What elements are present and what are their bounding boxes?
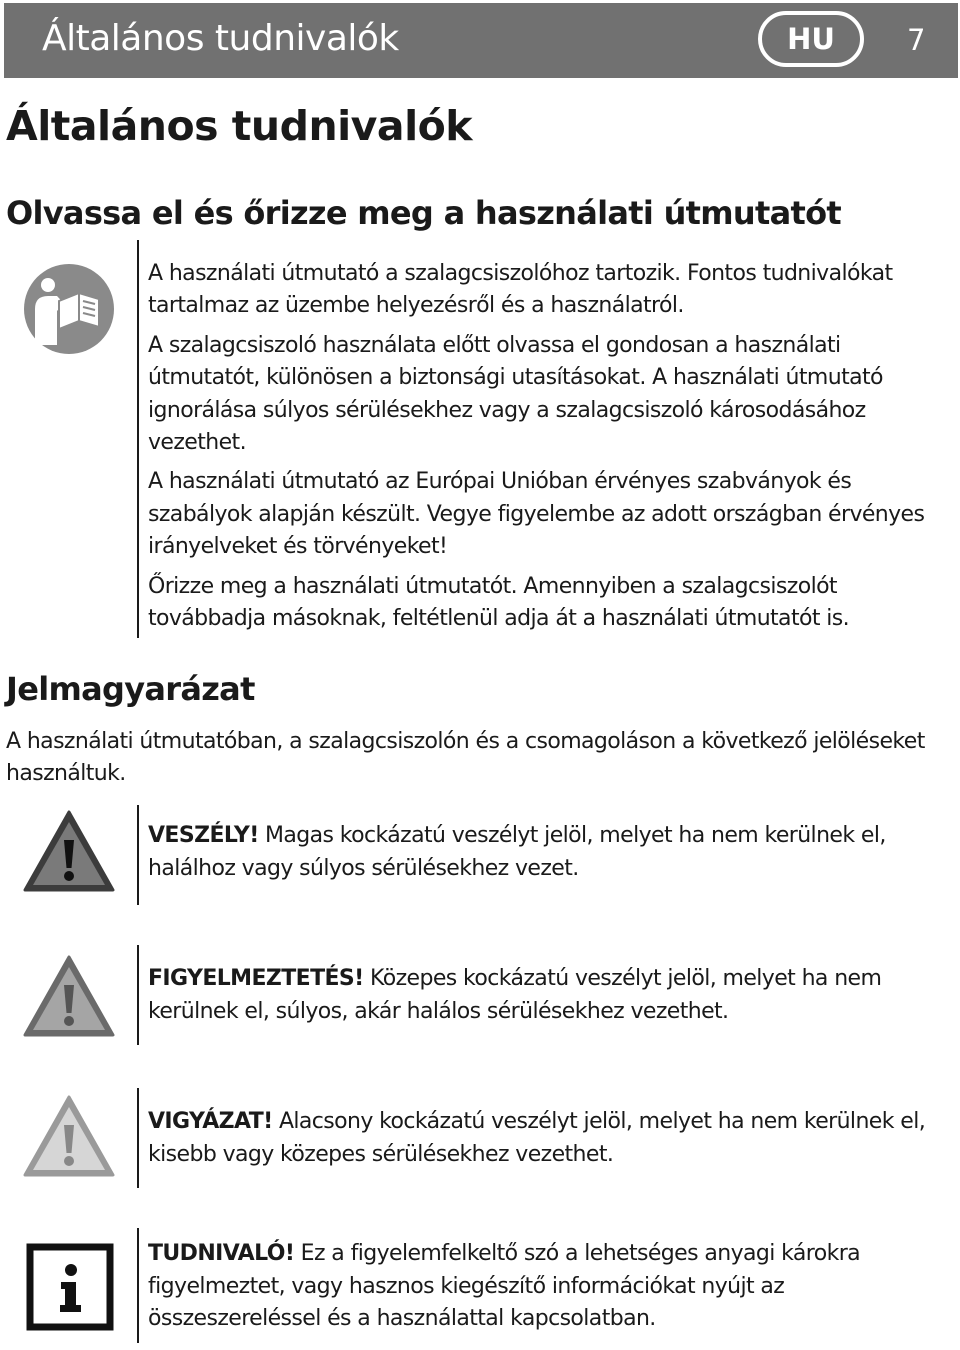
info-icon [26, 1243, 114, 1331]
legend-item [148, 1106, 938, 1171]
read-section-heading: Olvassa el és őrizze meg a használati útmutatót [6, 194, 841, 232]
legend-item [148, 1238, 938, 1336]
page-header [4, 3, 958, 78]
paragraph: A szalagcsiszoló használata előtt olvassa el gondosan a használati útmutatót, különösen a biztonsági utasításokat. A használati útmutató ignorálása súlyos sérülésekhez vagy a szalagcsiszoló károsodásához vezethet. [148, 332, 883, 456]
paragraph: A használati útmutató az Európai Unióban érvényes szabványok és szabályok alapján készült. Vegye figyelembe az adott országban érvényes irányelveket és törvényeket! [148, 469, 925, 560]
divider-line [137, 1228, 139, 1343]
read-manual-icon [23, 263, 115, 355]
paragraph: Őrizze meg a használati útmutatót. Amennyiben a szalagcsiszolót továbbadja másoknak, feltétlenül adja át a használati útmutatót is. [148, 573, 850, 632]
language-badge [758, 11, 864, 67]
legend-item-text: Közepes kockázatú veszélyt jelöl, melyet ha nem kerülnek el, súlyos, akár halálos sérülésekhez vezethet. [148, 966, 882, 1024]
caution-triangle-icon [23, 1095, 115, 1177]
paragraph: A használati útmutató a szalagcsiszolóhoz tartozik. Fontos tudnivalókat tartalmaz az üzembe helyezésről és a használatról. [148, 261, 893, 319]
legend-item-text: Magas kockázatú veszélyt jelöl, melyet ha nem kerülnek el, halálhoz vagy súlyos sérülésekhez vezet. [148, 823, 886, 881]
legend-item [148, 963, 938, 1028]
divider-line [137, 945, 139, 1045]
legend-intro: A használati útmutatóban, a szalagcsiszolón és a csomagoláson a következő jelöléseket használtuk. [6, 729, 925, 786]
divider-line [137, 1088, 139, 1188]
legend-heading: Jelmagyarázat [6, 670, 255, 708]
signal-word: VIGYÁZAT! [148, 1109, 273, 1134]
warning-triangle-icon [23, 955, 115, 1037]
divider-line [137, 805, 139, 905]
signal-word: VESZÉLY! [148, 823, 259, 848]
page-title: Általános tudnivalók [6, 102, 473, 150]
signal-word: FIGYELMEZTETÉS! [148, 966, 364, 991]
legend-item-text: Alacsony kockázatú veszélyt jelöl, melyet ha nem kerülnek el, kisebb vagy közepes sérülésekhez vezethet. [148, 1109, 926, 1167]
header-title: Általános tudnivalók [42, 18, 399, 59]
legend-item [148, 820, 938, 885]
page-number: 7 [907, 23, 926, 57]
read-section-text [148, 258, 948, 642]
language-badge-label: HU [787, 22, 835, 56]
signal-word: TUDNIVALÓ! [148, 1241, 295, 1266]
danger-warning-icon [23, 810, 115, 892]
legend-item-text: Ez a figyelemfelkeltő szó a lehetséges anyagi károkra figyelmeztet, vagy hasznos kiegészítő információkat nyújt az összeszereléssel és a használattal kapcsolatban. [148, 1241, 861, 1331]
divider-line [137, 240, 139, 638]
